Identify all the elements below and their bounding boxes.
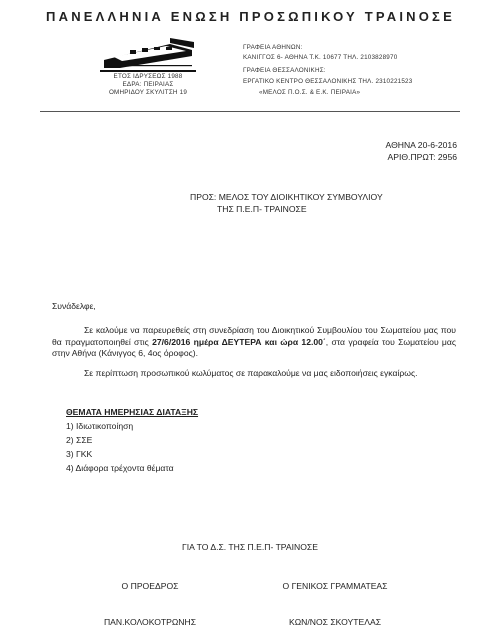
meeting-date-time: 27/6/2016 ημέρα ΔΕΥΤΕΡΑ και ώρα 12.00΄: [152, 336, 326, 347]
thessaloniki-offices-address: ΕΡΓΑΤΙΚΟ ΚΕΝΤΡΟ ΘΕΣΣΑΛΟΝΙΚΗΣ ΤΗΛ. 2310221523: [243, 78, 413, 85]
membership-note: «ΜΕΛΟΣ Π.Ο.Σ. & Ε.Κ. ΠΕΙΡΑΙΑ»: [259, 89, 361, 96]
thessaloniki-offices-title: ΓΡΑΦΕΙΑ ΘΕΣΣΑΛΟΝΙΚΗΣ:: [243, 67, 326, 74]
recipient-line: ΠΡΟΣ: ΜΕΛΟΣ ΤΟΥ ΔΙΟΙΚΗΤΙΚΟΥ ΣΥΜΒΟΥΛΙΟΥ: [190, 192, 383, 202]
greeting: Συνάδελφε,: [52, 301, 96, 311]
agenda-item: 3) ΓΚΚ: [66, 449, 93, 459]
meeting-location: , στα γραφεία του Σωματείου μας στην Αθήνα (Κάνιγγος 6, 4ος όροφος).: [52, 336, 456, 358]
general-secretary-title: Ο ΓΕΝΙΚΟΣ ΓΡΑΜΜΑΤΕΑΣ: [282, 581, 388, 591]
general-secretary-name: ΚΩΝ/ΝΟΣ ΣΚΟΥΤΕΛΑΣ: [288, 617, 382, 627]
absence-paragraph: Σε περίπτωση προσωπικού κωλύματος σε παρακαλούμε να μας ειδοποιήσεις εγκαίρως.: [84, 368, 418, 378]
president-name: ΠΑΝ.ΚΟΛΟΚΟΤΡΩΝΗΣ: [103, 617, 197, 627]
founded-year: ΕΤΟΣ ΙΔΡΥΣΕΩΣ 1988: [113, 73, 183, 80]
agenda-item: 1) Ιδιωτικοποίηση: [66, 421, 134, 431]
organization-name: ΠΑΝΕΛΛΗΝΙΑ ΕΝΩΣΗ ΠΡΟΣΩΠΙΚΟΥ ΤΡΑΙΝΟΣΕ: [46, 9, 455, 24]
recipient-organization: ΤΗΣ Π.Ε.Π- ΤΡΑΙΝΟΣΕ: [217, 204, 307, 214]
agenda-item: 4) Διάφορα τρέχοντα θέματα: [66, 463, 174, 473]
header-divider: [40, 111, 460, 112]
athens-offices-address: ΚΑΝΙΓΓΟΣ 6- ΑΘΗΝΑ Τ.Κ. 10677 ΤΗΛ. 2103828970: [243, 54, 398, 61]
president-title: Ο ΠΡΟΕΔΡΟΣ: [121, 581, 179, 591]
train-logo-icon: [100, 30, 196, 74]
invitation-paragraph: [52, 325, 456, 360]
document-date: ΑΘΗΝΑ 20-6-2016: [385, 140, 457, 150]
invitation-text: Σε καλούμε να παρευρεθείς στη συνεδρίαση του Διοικητικού Συμβουλίου του Σωματείου μας που θα πραγματοποιηθεί στις: [52, 325, 456, 347]
seat: ΕΔΡΑ: ΠΕΙΡΑΙΑΣ: [122, 81, 174, 88]
signature-heading: ΓΙΑ ΤΟ Δ.Σ. ΤΗΣ Π.Ε.Π- ΤΡΑΙΝΟΣΕ: [182, 542, 318, 552]
athens-offices-title: ΓΡΑΦΕΙΑ ΑΘΗΝΩΝ:: [243, 44, 303, 51]
protocol-number: ΑΡΙΘ.ΠΡΩΤ: 2956: [387, 152, 457, 162]
agenda-title: ΘΕΜΑΤΑ ΗΜΕΡΗΣΙΑΣ ΔΙΑΤΑΞΗΣ: [66, 407, 199, 417]
agenda-item: 2) ΣΣΕ: [66, 435, 93, 445]
street-address: ΟΜΗΡΙΔΟΥ ΣΚΥΛΙΤΣΗ 19: [108, 89, 188, 96]
